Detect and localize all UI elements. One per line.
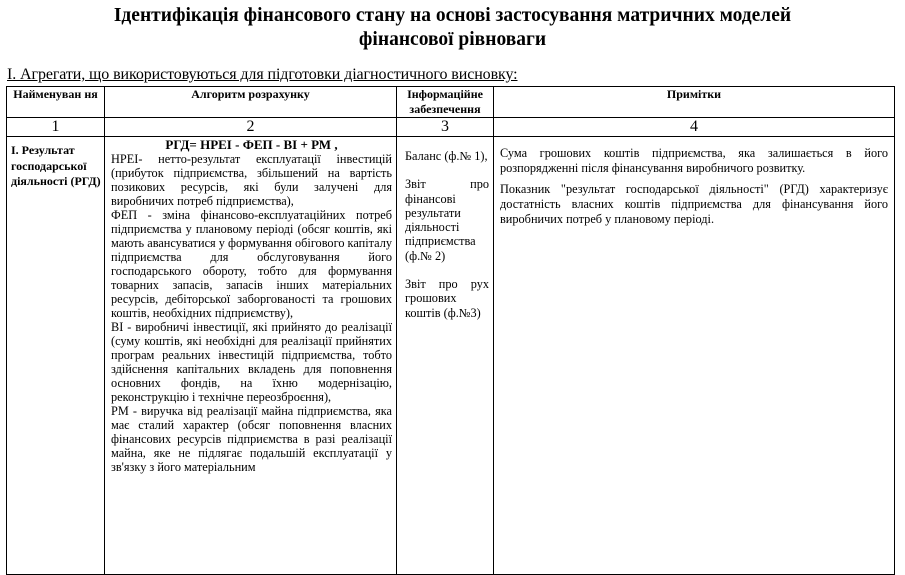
info-source: Звіт про рух грошових коштів (ф.№3) <box>405 277 489 320</box>
algorithm-term: ВІ - виробничі інвестиції, які прийнято до реалізації (суму коштів, які необхідні для реалізації прийнятих програм реальних інвестицій підприємства, тобто здійснення капітальних вкладень для поповнення основних фондів, на їхню модернізацію, реконструкцію і технічне переозброєння), <box>111 320 392 404</box>
table-header-row <box>7 87 895 118</box>
column-number: 4 <box>494 118 895 137</box>
algorithm-term: ФЕП - зміна фінансово-експлуатаційних потреб підприємства у плановому періоді (обсяг коштів, які мають авансуватися у формування обігового капіталу підприємства для обслуговування його господарського обороту, тобто для формування товарних запасів, запасів інших матеріальних ресурсів, дебіторської заборгованості та грошових коштів, необхідних підприємству), <box>111 208 392 320</box>
column-number: 3 <box>397 118 494 137</box>
header-notes: Примітки <box>494 87 895 118</box>
note-paragraph: Сума грошових коштів підприємства, яка залишається в його розпорядженні після фінансування виробничого розвитку. <box>500 146 888 175</box>
aggregate-name: І. Результат господарської діяльності (РГД) <box>7 137 105 575</box>
algorithm-cell <box>105 137 397 575</box>
aggregates-table <box>6 86 895 575</box>
table-row <box>7 137 895 575</box>
column-number: 1 <box>7 118 105 137</box>
header-algorithm: Алгоритм розрахунку <box>105 87 397 118</box>
algorithm-term: НРЕІ- нетто-результат експлуатації інвестицій (прибуток підприємства, збільшений на вартість позикових ресурсів, які були залучені для виробничих потреб підприємства), <box>111 152 392 208</box>
table-number-row <box>7 118 895 137</box>
info-source: Звіт про фінансові результати діяльності підприємства (ф.№ 2) <box>405 177 489 263</box>
header-name: Найменуван ня <box>7 87 105 118</box>
note-paragraph: Показник "результат господарської діяльності" (РГД) характеризує достатність власних коштів підприємства для фінансування його виробничих потреб у плановому періоді. <box>500 182 888 226</box>
document-title <box>0 4 905 52</box>
notes-cell <box>494 137 895 575</box>
formula: РГД= НРЕІ - ФЕП - ВІ + РМ , <box>165 137 338 152</box>
info-cell <box>397 137 494 575</box>
info-source: Баланс (ф.№ 1), <box>405 149 488 163</box>
column-number: 2 <box>105 118 397 137</box>
title-line-1: Ідентифікація фінансового стану на основі застосування матричних моделей <box>113 5 792 26</box>
section-heading: І. Агрегати, що використовуються для підготовки діагностичного висновку: <box>7 66 518 83</box>
title-line-2: фінансової рівноваги <box>358 29 547 50</box>
header-info: Інформаційне забезпечення <box>397 87 494 118</box>
algorithm-term: РМ - виручка від реалізації майна підприємства, яка має сталий характер (обсяг поповнення власних фінансових ресурсів підприємства в разі реалізації майна, яке не підлягає подальшій експлуатації у зв'язку з його матеріальним <box>111 404 392 474</box>
